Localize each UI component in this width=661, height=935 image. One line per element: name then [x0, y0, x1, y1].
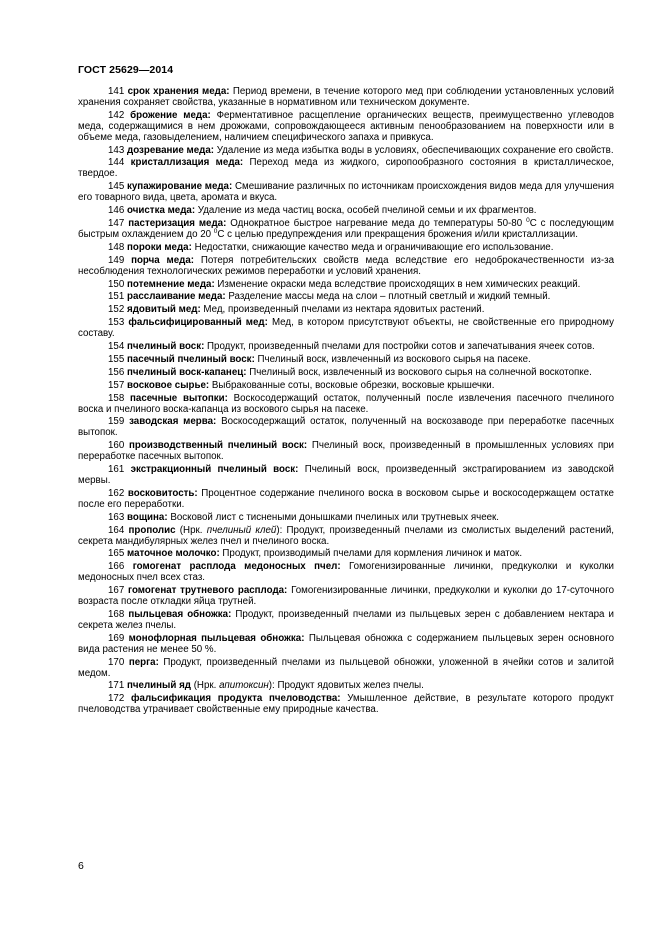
entry-definition: Недостатки, снижающие качество меда и ограничивающие его использование.	[194, 241, 554, 253]
definitions-list	[78, 87, 614, 718]
entry-term: дозревание меда:	[127, 144, 215, 156]
definition-entry	[78, 305, 614, 316]
entry-term: монофлорная пыльцевая обножка:	[128, 632, 305, 644]
entry-definition: Удаление из меда избытка воды в условиях, обеспечивающих сохранение его свойств.	[216, 144, 614, 156]
entry-number: 142	[108, 109, 125, 121]
definition-entry	[78, 292, 614, 303]
entry-term: пчелиный воск-капанец:	[127, 366, 247, 378]
entry-term: гомогенат расплода медоносных пчел:	[132, 561, 341, 573]
entry-number: 164	[108, 524, 125, 536]
entry-number: 150	[108, 278, 125, 290]
entry-definition: Период времени, в течение которого мед при соблюдении установленных условий хранения сохраняет свойства, указанные в нормативном или техническом документе.	[78, 86, 615, 108]
entry-definition: С с последующим быстрым охлаждением до 20	[78, 217, 614, 240]
entry-definition: Продукт, произведенный пчелами для постройки сотов и запечатывания ячеек сотов.	[207, 341, 595, 353]
document-header: ГОСТ 25629—2014	[78, 64, 174, 76]
entry-definition: Потеря потребительских свойств меда вследствие его недоброкачественности из-за несоблюдения технологических режимов переработки и условий хранения.	[78, 254, 614, 277]
entry-number: 166	[108, 561, 125, 573]
entry-definition: Переход меда из жидкого, сиропообразного состояния в кристаллическое, твердое.	[78, 157, 614, 180]
entry-definition: Восковой лист с тиснеными донышками пчелиных или трутневых ячеек.	[170, 511, 500, 523]
definition-entry	[78, 586, 614, 608]
entry-definition: Гомогенизированные личинки, предкуколки и куколки медоносных пчел всех стаз.	[78, 561, 615, 584]
definition-entry	[78, 182, 614, 204]
entry-term: фальсифицированный мед:	[128, 317, 268, 329]
definition-entry	[78, 549, 614, 560]
entry-number: 168	[108, 608, 125, 620]
entry-definition: ): Продукт ядовитых желез пчелы.	[268, 680, 424, 692]
entry-number: 165	[108, 548, 125, 560]
entry-term: порча меда:	[131, 254, 195, 266]
entry-term: расслаивание меда:	[127, 291, 226, 303]
entry-definition: Смешивание различных по источникам происхождения видов меда для улучшения его товарного вида, цвета, аромата и вкуса.	[78, 181, 615, 204]
entry-number: 159	[108, 416, 125, 428]
entry-term: пчелиный воск:	[127, 341, 205, 353]
entry-definition: Однократное быстрое нагревание меда до температуры 50-80	[230, 217, 523, 229]
entry-definition: Разделение массы меда на слои – плотный светлый и жидкий темный.	[228, 291, 551, 303]
definition-entry	[78, 394, 614, 416]
entry-term: срок хранения меда:	[127, 86, 230, 97]
entry-definition: Изменение окраски меда вследствие происходящих в нем химических реакций.	[217, 278, 581, 290]
entry-term: пчелиный яд	[127, 680, 191, 692]
entry-term: восковитость:	[127, 487, 198, 499]
entry-number: 149	[108, 254, 125, 266]
definition-entry	[78, 318, 614, 340]
definition-entry	[78, 87, 614, 109]
entry-number: 160	[108, 440, 125, 452]
entry-definition: Продукт, производимый пчелами для кормления личинок и маток.	[222, 548, 523, 560]
definition-entry	[78, 681, 614, 692]
definition-entry	[78, 381, 614, 392]
definition-entry	[78, 280, 614, 291]
definition-entry	[78, 513, 614, 524]
entry-number: 167	[108, 585, 125, 597]
definition-entry	[78, 206, 614, 217]
entry-number: 148	[108, 241, 125, 253]
entry-definition: Пчелиный воск, извлеченный из воскового сырья на солнечной воскотопке.	[249, 366, 592, 378]
entry-number: 171	[108, 680, 125, 692]
entry-number: 156	[108, 366, 125, 378]
definition-entry	[78, 216, 614, 241]
definition-entry	[78, 368, 614, 379]
entry-number: 141	[108, 86, 125, 97]
entry-number: 146	[108, 205, 125, 217]
entry-term: маточное молочко:	[127, 548, 220, 560]
entry-definition: Пыльцевая обножка с содержанием пыльцевых зерен основного вида растения не менее 50 %.	[78, 632, 614, 655]
degree-superscript: 0	[526, 216, 530, 224]
degree-superscript: 0	[213, 227, 218, 235]
definition-entry	[78, 562, 614, 584]
entry-number: 155	[108, 353, 125, 365]
page-number: 6	[78, 860, 84, 872]
definition-entry	[78, 694, 614, 716]
entry-term: кристаллизация меда:	[130, 157, 244, 169]
entry-number: 161	[108, 464, 125, 476]
entry-term: купажирование меда:	[127, 181, 233, 193]
entry-number: 151	[108, 291, 125, 303]
entry-term: заводская мерва:	[129, 416, 217, 428]
definition-entry	[78, 417, 614, 439]
definition-entry	[78, 146, 614, 157]
entry-term: пастеризация меда:	[128, 217, 227, 229]
definition-entry	[78, 111, 614, 144]
entry-definition: ): Продукт, произведенный пчелами из смолистых выделений растений, секрета мандибулярных желез пчел и пчелиного воска.	[78, 524, 614, 547]
definition-entry	[78, 342, 614, 353]
entry-definition: С с целью предупреждения или прекращения брожения и/или кристаллизации.	[217, 228, 578, 240]
entry-definition: Мед, произведенный пчелами из нектара ядовитых растений.	[203, 304, 485, 316]
entry-number: 144	[108, 157, 125, 169]
entry-number: 169	[108, 632, 125, 644]
definition-entry	[78, 610, 614, 632]
entry-term: пасечные вытопки:	[130, 392, 228, 404]
definition-entry	[78, 526, 614, 548]
entry-number: 154	[108, 341, 125, 353]
definition-entry	[78, 465, 614, 487]
entry-nonrecommended-term: пчелиный клей	[206, 524, 277, 536]
definition-entry	[78, 441, 614, 463]
entry-definition: Воскосодержащий остаток, полученный после извлечения пасечного пчелиного воска и пчелиного воска-капанца из воскового сырья на пасеке.	[78, 392, 614, 415]
entry-number: 147	[108, 217, 125, 229]
entry-term: очистка меда:	[127, 205, 196, 217]
entry-term: брожение меда:	[130, 109, 211, 121]
entry-definition: Процентное содержание пчелиного воска в восковом сырье и воскосодержащем остатке после его переработки.	[78, 487, 614, 510]
entry-nonrecommended-term: апитоксин	[219, 680, 269, 692]
entry-definition: (Нрк.	[193, 680, 217, 692]
entry-term: восковое сырье:	[127, 379, 210, 391]
entry-term: прополис	[128, 524, 176, 536]
entry-number: 143	[108, 144, 125, 156]
entry-term: пасечный пчелиный воск:	[127, 353, 255, 365]
entry-definition: (Нрк.	[179, 524, 203, 536]
definition-entry	[78, 658, 614, 680]
entry-term: экстракционный пчелиный воск:	[130, 464, 299, 476]
entry-number: 152	[108, 304, 125, 316]
entry-definition: Продукт, произведенный пчелами из пыльцевой обножки, уложенной в ячейки сотов и залитой медом.	[78, 656, 614, 679]
entry-definition: Пчелиный воск, произведенный экстрагированием из заводской мервы.	[78, 464, 614, 486]
entry-term: фальсификация продукта пчеловодства:	[131, 693, 341, 705]
entry-number: 170	[108, 656, 125, 668]
entry-term: пороки меда:	[127, 241, 192, 253]
entry-number: 145	[108, 181, 125, 193]
entry-definition: Выбракованные соты, восковые обрезки, восковые крышечки.	[211, 379, 495, 391]
entry-number: 172	[108, 693, 125, 705]
entry-definition: Продукт, произведенный пчелами из пыльцевых зерен с добавлением нектара и секрета желез пчелы.	[78, 608, 614, 631]
entry-term: пыльцевая обножка:	[128, 608, 232, 620]
definition-entry	[78, 355, 614, 366]
entry-definition: Гомогенизированные личинки, предкуколки и куколки до 17-суточного возраста после откладки яйца трутней.	[78, 585, 614, 608]
entry-number: 158	[108, 392, 125, 404]
entry-term: ядовитый мед:	[127, 304, 201, 316]
entry-definition: Пчелиный воск, извлеченный из воскового сырья на пасеке.	[257, 353, 531, 365]
entry-definition: Мед, в котором присутствуют объекты, не свойственные его природному составу.	[78, 317, 614, 340]
entry-term: перга:	[128, 656, 159, 668]
definition-entry	[78, 634, 614, 656]
entry-number: 157	[108, 379, 125, 391]
entry-definition: Ферментативное расщепление органических веществ, преимущественно углеводов меда, содержащимися в нем дрожжами, сопровождающееся активным пенообразованием на поверхности или в объеме меда, газовыделением, наличием специфического запаха и привкуса.	[78, 109, 614, 143]
entry-term: производственный пчелиный воск:	[129, 440, 308, 452]
entry-definition: Воскосодержащий остаток, полученный на воскозаводе при переработке пасечных вытопок.	[78, 416, 614, 439]
entry-number: 162	[108, 487, 125, 499]
definition-entry	[78, 256, 614, 278]
entry-number: 153	[108, 317, 125, 329]
entry-number: 163	[108, 511, 125, 523]
entry-definition: Пчелиный воск, произведенный в промышленных условиях при переработке пасечных вытопок.	[78, 440, 614, 463]
entry-term: вощина:	[127, 511, 168, 523]
entry-term: гомогенат трутневого расплода:	[128, 585, 288, 597]
definition-entry	[78, 489, 614, 511]
entry-definition: Удаление из меда частиц воска, особей пчелиной семьи и их фрагментов.	[197, 205, 537, 217]
entry-term: потемнение меда:	[127, 278, 215, 290]
definition-entry	[78, 243, 614, 254]
definition-entry	[78, 158, 614, 180]
entry-definition: Умышленное действие, в результате которого продукт пчеловодства утрачивает свойственные ему природные качества.	[78, 693, 615, 716]
